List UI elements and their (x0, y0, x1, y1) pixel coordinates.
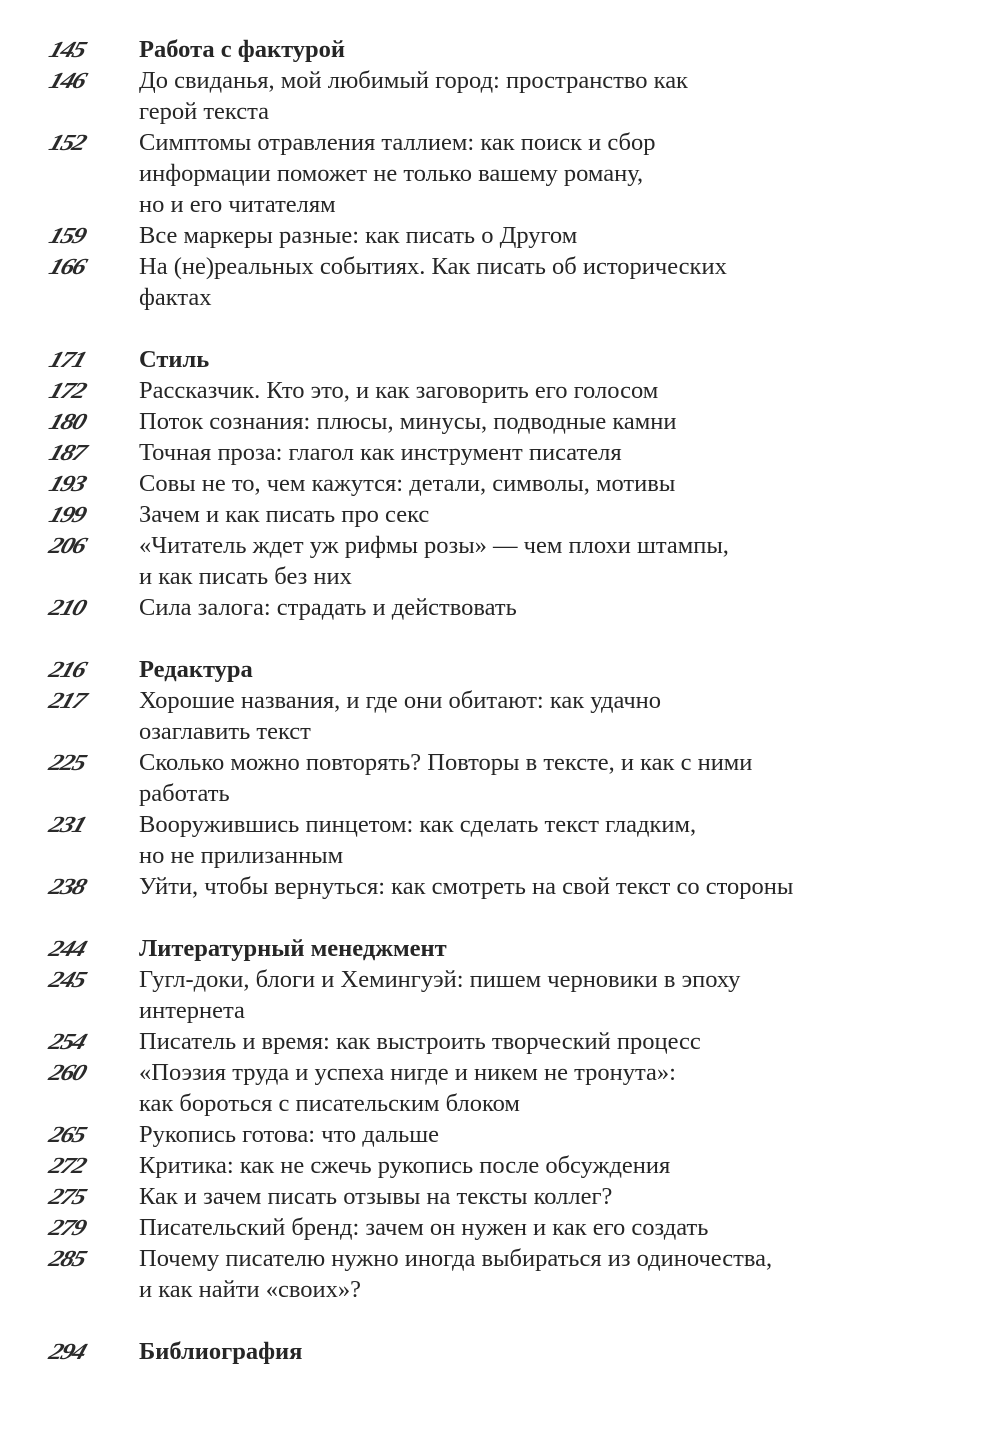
section-page-number: 294 (45, 1339, 89, 1364)
toc-entry (0, 1119, 1000, 1150)
entry-title (139, 1057, 980, 1119)
toc-entry (0, 685, 1000, 747)
entry-title-line: «Читатель ждет уж рифмы розы» — чем плохи штампы, (139, 532, 729, 559)
entry-page-number: 193 (45, 471, 89, 496)
toc-entry (0, 1057, 1000, 1119)
toc-section (0, 933, 1000, 1305)
entry-title-line: и как найти «своих»? (139, 1276, 361, 1303)
toc-entry (0, 747, 1000, 809)
section-heading (0, 34, 1000, 65)
entry-title (139, 65, 980, 127)
toc-entry (0, 127, 1000, 220)
entry-title (139, 251, 980, 313)
entry-title (139, 127, 980, 220)
toc-entry (0, 1243, 1000, 1305)
toc-entry (0, 871, 1000, 902)
entry-title (139, 592, 980, 623)
section-title: Библиография (139, 1338, 303, 1365)
toc-entry (0, 592, 1000, 623)
entry-page-number: 225 (45, 750, 89, 775)
entry-title-line: герой текста (139, 98, 269, 125)
entry-title-line: Писатель и время: как выстроить творческий процесс (139, 1028, 701, 1055)
toc-entry (0, 809, 1000, 871)
toc-section (0, 34, 1000, 313)
entry-title (139, 1212, 980, 1243)
toc-section (0, 654, 1000, 902)
entry-title (139, 1243, 980, 1305)
entry-title-line: Почему писателю нужно иногда выбираться из одиночества, (139, 1245, 773, 1272)
section-heading (0, 933, 1000, 964)
entry-title-line: Критика: как не сжечь рукопись после обсуждения (139, 1152, 671, 1179)
entry-page-number: 285 (45, 1246, 89, 1271)
entry-title-line: Все маркеры разные: как писать о Другом (139, 222, 578, 249)
entry-title-line: Совы не то, чем кажутся: детали, символы, мотивы (139, 470, 676, 497)
entry-page-number: 172 (45, 378, 89, 403)
entry-title-line: Писательский бренд: зачем он нужен и как его создать (139, 1214, 709, 1241)
entry-title-line: Точная проза: глагол как инструмент писателя (139, 439, 622, 466)
entry-title (139, 220, 980, 251)
entry-title (139, 871, 980, 902)
toc-entry (0, 65, 1000, 127)
entry-title (139, 1026, 980, 1057)
entry-page-number: 231 (45, 812, 89, 837)
entry-title-line: работать (139, 780, 230, 807)
entry-page-number: 254 (45, 1029, 89, 1054)
toc-entry (0, 530, 1000, 592)
entry-title (139, 1181, 980, 1212)
entry-page-number: 210 (45, 595, 89, 620)
toc-entry (0, 375, 1000, 406)
section-page-number: 171 (45, 347, 89, 372)
entry-page-number: 275 (45, 1184, 89, 1209)
entry-page-number: 279 (45, 1215, 89, 1240)
toc-entry (0, 251, 1000, 313)
section-title: Стиль (139, 346, 210, 373)
entry-title-line: Рассказчик. Кто это, и как заговорить его голосом (139, 377, 659, 404)
entry-title-line: До свиданья, мой любимый город: пространство как (139, 67, 688, 94)
entry-title-line: Сила залога: страдать и действовать (139, 594, 517, 621)
entry-title-line: фактах (139, 284, 212, 311)
entry-page-number: 199 (45, 502, 89, 527)
entry-page-number: 245 (45, 967, 89, 992)
entry-title (139, 530, 980, 592)
toc-entry (0, 964, 1000, 1026)
entry-title-line: Сколько можно повторять? Повторы в тексте, и как с ними (139, 749, 753, 776)
section-page-number: 216 (45, 657, 89, 682)
entry-title-line: На (не)реальных событиях. Как писать об исторических (139, 253, 727, 280)
toc-entry (0, 1212, 1000, 1243)
entry-page-number: 146 (45, 68, 89, 93)
entry-title-line: Симптомы отравления таллием: как поиск и сбор (139, 129, 656, 156)
toc-entry (0, 406, 1000, 437)
entry-page-number: 187 (45, 440, 89, 465)
entry-title (139, 1150, 980, 1181)
section-title: Работа с фактурой (139, 36, 346, 63)
section-title: Литературный менеджмент (139, 935, 447, 962)
section-heading (0, 654, 1000, 685)
entry-title-line: Зачем и как писать про секс (139, 501, 430, 528)
entry-title (139, 468, 980, 499)
entry-title-line: Рукопись готова: что дальше (139, 1121, 440, 1148)
entry-page-number: 159 (45, 223, 89, 248)
entry-page-number: 217 (45, 688, 89, 713)
toc-entry (0, 437, 1000, 468)
entry-title (139, 1119, 980, 1150)
entry-title (139, 437, 980, 468)
entry-page-number: 265 (45, 1122, 89, 1147)
toc-entry (0, 1150, 1000, 1181)
entry-title (139, 964, 980, 1026)
entry-title-line: интернета (139, 997, 245, 1024)
entry-title (139, 685, 980, 747)
section-page-number: 244 (45, 936, 89, 961)
entry-title (139, 747, 980, 809)
section-page-number: 145 (45, 37, 89, 62)
toc-section (0, 344, 1000, 623)
entry-title-line: Уйти, чтобы вернуться: как смотреть на свой текст со стороны (139, 873, 794, 900)
entry-title-line: информации поможет не только вашему роману, (139, 160, 644, 187)
entry-title-line: но и его читателям (139, 191, 336, 218)
toc-section (0, 1336, 1000, 1367)
section-title: Редактура (139, 656, 253, 683)
entry-title-line: «Поэзия труда и успеха нигде и никем не тронута»: (139, 1059, 676, 1086)
toc-entry (0, 220, 1000, 251)
entry-title (139, 406, 980, 437)
entry-title (139, 499, 980, 530)
entry-page-number: 152 (45, 130, 89, 155)
toc-entry (0, 1181, 1000, 1212)
entry-page-number: 238 (45, 874, 89, 899)
toc-entry (0, 499, 1000, 530)
toc-entry (0, 468, 1000, 499)
table-of-contents (0, 34, 1000, 1367)
entry-page-number: 180 (45, 409, 89, 434)
entry-title (139, 375, 980, 406)
entry-page-number: 166 (45, 254, 89, 279)
entry-title-line: Хорошие названия, и где они обитают: как удачно (139, 687, 662, 714)
entry-title-line: и как писать без них (139, 563, 352, 590)
toc-entry (0, 1026, 1000, 1057)
entry-page-number: 272 (45, 1153, 89, 1178)
entry-page-number: 260 (45, 1060, 89, 1085)
entry-title-line: как бороться с писательским блоком (139, 1090, 520, 1117)
section-heading (0, 1336, 1000, 1367)
entry-page-number: 206 (45, 533, 89, 558)
entry-title-line: Поток сознания: плюсы, минусы, подводные камни (139, 408, 677, 435)
entry-title-line: но не прилизанным (139, 842, 344, 869)
entry-title-line: Гугл-доки, блоги и Хемингуэй: пишем черновики в эпоху (139, 966, 741, 993)
entry-title-line: Вооружившись пинцетом: как сделать текст гладким, (139, 811, 697, 838)
section-heading (0, 344, 1000, 375)
entry-title-line: озаглавить текст (139, 718, 311, 745)
entry-title (139, 809, 980, 871)
entry-title-line: Как и зачем писать отзывы на тексты коллег? (139, 1183, 613, 1210)
